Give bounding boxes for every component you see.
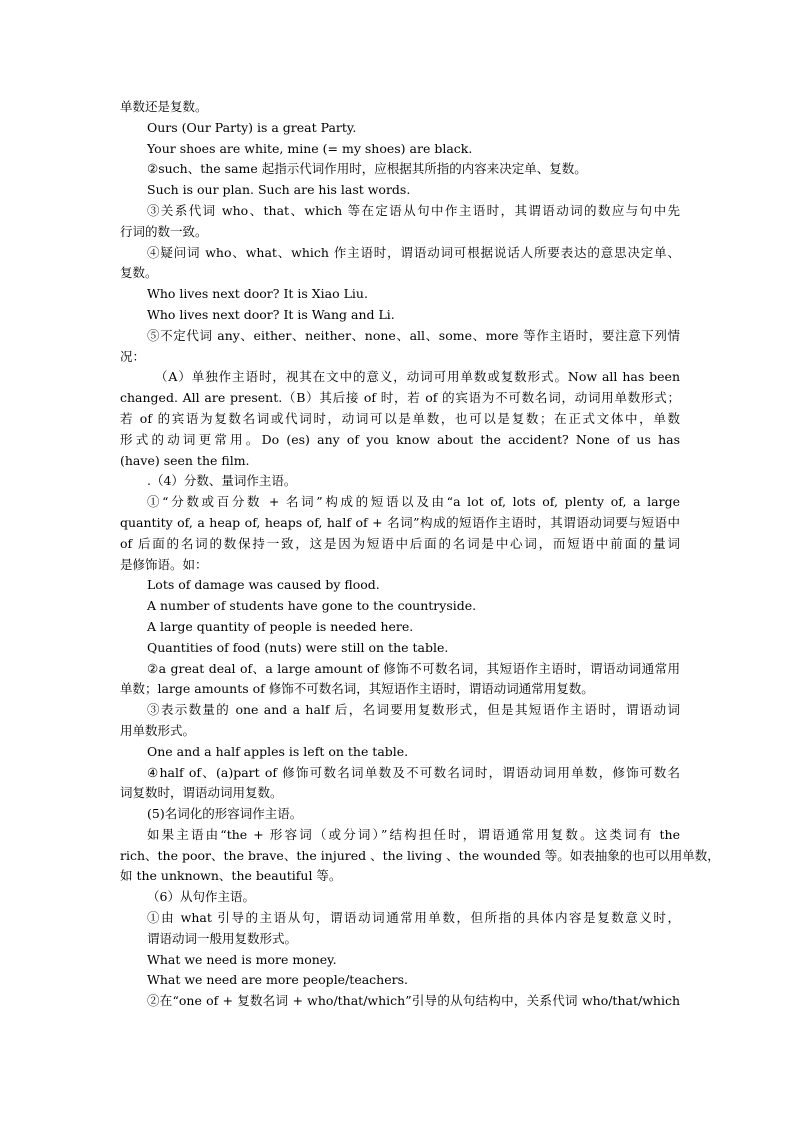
example-sentence: What we need are more people/teachers.: [147, 972, 408, 988]
example-sentence: Your shoes are white, mine (= my shoes) are black.: [147, 140, 473, 156]
page-body: [120, 97, 720, 1012]
rule-item: ①“分数或百分数 + 名词”构成的短语以及由“a lot of, lots of, plenty of, a large: [147, 494, 680, 510]
example-sentence: A large quantity of people is needed here.: [147, 618, 414, 634]
rule-item: ③关系代词 who、that、which 等在定语从句中作主语时，其谓语动词的数应与句中先: [147, 202, 680, 218]
section-heading: .（4）分数、量词作主语。: [147, 473, 297, 489]
example-sentence: Who lives next door? It is Wang and Li.: [147, 306, 395, 322]
example-sentence: Ours (Our Party) is a great Party.: [147, 119, 357, 135]
example-sentence: What we need is more money.: [147, 951, 337, 967]
rule-item: ①由 what 引导的主语从句，谓语动词通常用单数，但所指的具体内容是复数意义时，: [147, 910, 680, 926]
text-line: 单数还是复数。: [120, 99, 208, 114]
rule-item: （A）单独作主语时，视其在文中的意义，动词可用单数或复数形式。Now all has been: [155, 369, 680, 385]
rule-item: ②在“one of + 复数名词 + who/that/which”引导的从句结构中，关系代词 who/that/which: [147, 993, 680, 1009]
text-line: 单数；large amounts of 修饰不可数名词，其短语作主语时，谓语动词通常用复数。: [120, 681, 594, 697]
example-sentence: One and a half apples is left on the table.: [147, 743, 409, 759]
text-line: 行词的数一致。: [120, 223, 208, 239]
text-line: 形式的动词更常用。Do (es) any of you know about the accident? None of us has: [120, 431, 680, 447]
text-line: of 后面的名词的数保持一致，这是因为短语中后面的名词是中心词，而短语中前面的量词: [120, 535, 680, 551]
rule-item: ④half of、(a)part of 修饰可数名词单数及不可数名词时，谓语动词用单数，修饰可数名: [147, 764, 680, 780]
text-line: 词复数时，谓语动词用复数。: [120, 785, 283, 801]
text-line: 是修饰语。如：: [120, 556, 208, 572]
example-sentence: Who lives next door? It is Xiao Liu.: [147, 286, 368, 302]
text-line: (have) seen the film.: [120, 452, 250, 468]
text-line: 若 of 的宾语为复数名词或代词时，动词可以是单数，也可以是复数；在正式文体中，单数: [120, 410, 680, 426]
text-line: 况：: [120, 348, 146, 364]
rule-item: ④疑问词 who、what、which 作主语时，谓语动词可根据说话人所要表达的意思决定单、: [147, 244, 680, 260]
text-line: quantity of, a heap of, heaps of, half of + 名词”构成的短语作主语时，其谓语动词要与短语中: [120, 514, 680, 530]
example-sentence: A number of students have gone to the countryside.: [147, 598, 477, 614]
rule-item: ②a great deal of、a large amount of 修饰不可数名词，其短语作主语时，谓语动词通常用: [147, 660, 680, 676]
text-line: changed. All are present.（B）其后接 of 时，若 of 的宾语为不可数名词，动词用单数形式；: [120, 390, 680, 406]
example-sentence: Such is our plan. Such are his last words.: [147, 182, 411, 198]
example-sentence: Quantities of food (nuts) were still on the table.: [147, 639, 449, 655]
text-line: 复数。: [120, 265, 158, 281]
rule-item: ⑤不定代词 any、either、neither、none、all、some、more 等作主语时，要注意下列情: [147, 327, 680, 343]
section-heading: (5)名词化的形容词作主语。: [147, 806, 303, 822]
rule-item: 如果主语由“the + 形容词（或分词）”结构担任时，谓语通常用复数。这类词有 the: [147, 826, 680, 842]
example-sentence: Lots of damage was caused by flood.: [147, 577, 380, 593]
text-line: rich、the poor、the brave、the injured 、the living 、the wounded 等。如表抽象的也可以用单数，: [120, 847, 720, 863]
rule-item: ③表示数量的 one and a half 后，名词要用复数形式，但是其短语作主语时，谓语动词: [147, 702, 680, 718]
section-heading: （6）从句作主语。: [147, 889, 255, 905]
text-line: 谓语动词一般用复数形式。: [147, 930, 298, 946]
text-line: 用单数形式。: [120, 722, 196, 738]
rule-item: ②such、the same 起指示代词作用时，应根据其所指的内容来决定单、复数。: [147, 161, 587, 177]
text-line: 如 the unknown、the beautiful 等。: [120, 868, 342, 884]
